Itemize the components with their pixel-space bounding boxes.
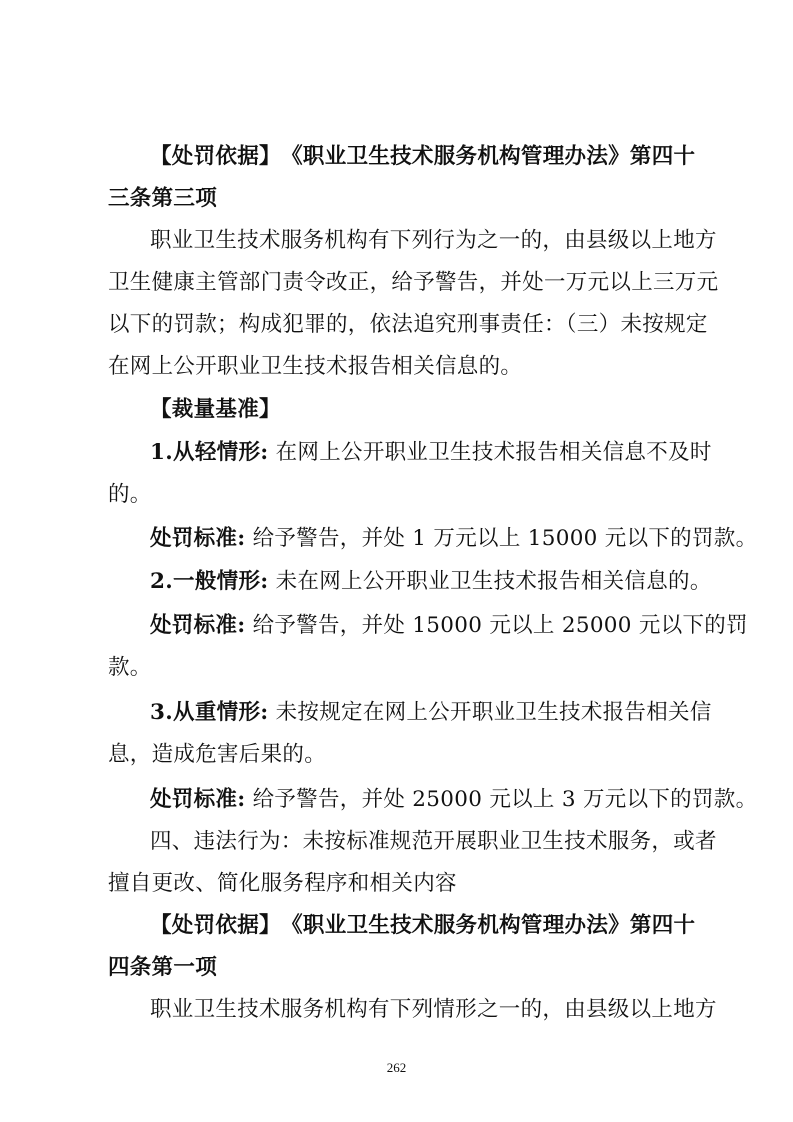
penalty-standard-general-cont: 款。 (108, 655, 152, 680)
penalty-standard-general: 处罚标准: 给予警告，并处 15000 元以上 25000 元以下的罚 (150, 613, 748, 638)
lenient-case-line-cont: 的。 (108, 482, 152, 507)
severe-case-line-cont: 息，造成危害后果的。 (108, 742, 327, 767)
legal-basis-heading-1: 【处罚依据】 《职业卫生技术服务机构管理办法》第四十 (150, 144, 696, 169)
penalty-standard-lenient: 处罚标准: 给予警告，并处 1 万元以上 15000 元以下的罚款。 (150, 526, 758, 551)
lenient-case-line: 1.从轻情形: 在网上公开职业卫生技术报告相关信息不及时 (150, 440, 712, 465)
legal-provision-line: 卫生健康主管部门责令改正，给予警告，并处一万元以上三万元 (108, 270, 719, 295)
legal-provision-line: 以下的罚款；构成犯罪的，依法追究刑事责任：（三）未按规定 (108, 312, 708, 337)
general-case-line: 2.一般情形: 未在网上公开职业卫生技术报告相关信息的。 (150, 569, 712, 594)
legal-basis-heading-2-cont: 四条第一项 (108, 955, 218, 980)
legal-provision-line-2: 职业卫生技术服务机构有下列情形之一的，由县级以上地方 (150, 997, 717, 1022)
legal-provision-line: 在网上公开职业卫生技术报告相关信息的。 (108, 354, 523, 379)
page-number: 262 (386, 1060, 407, 1075)
violation-item-four-cont: 擅自更改、简化服务程序和相关内容 (108, 871, 457, 896)
legal-basis-heading-2: 【处罚依据】 《职业卫生技术服务机构管理办法》第四十 (150, 913, 696, 938)
violation-item-four: 四、违法行为：未按标准规范开展职业卫生技术服务，或者 (150, 829, 717, 854)
severe-case-line: 3.从重情形: 未按规定在网上公开职业卫生技术报告相关信 (150, 700, 712, 725)
penalty-standard-severe: 处罚标准: 给予警告，并处 25000 元以上 3 万元以下的罚款。 (150, 787, 758, 812)
legal-provision-line: 职业卫生技术服务机构有下列行为之一的，由县级以上地方 (150, 228, 717, 253)
discretion-standard-heading: 【裁量基准】 (150, 397, 281, 422)
legal-basis-heading-1-cont: 三条第三项 (108, 186, 218, 211)
